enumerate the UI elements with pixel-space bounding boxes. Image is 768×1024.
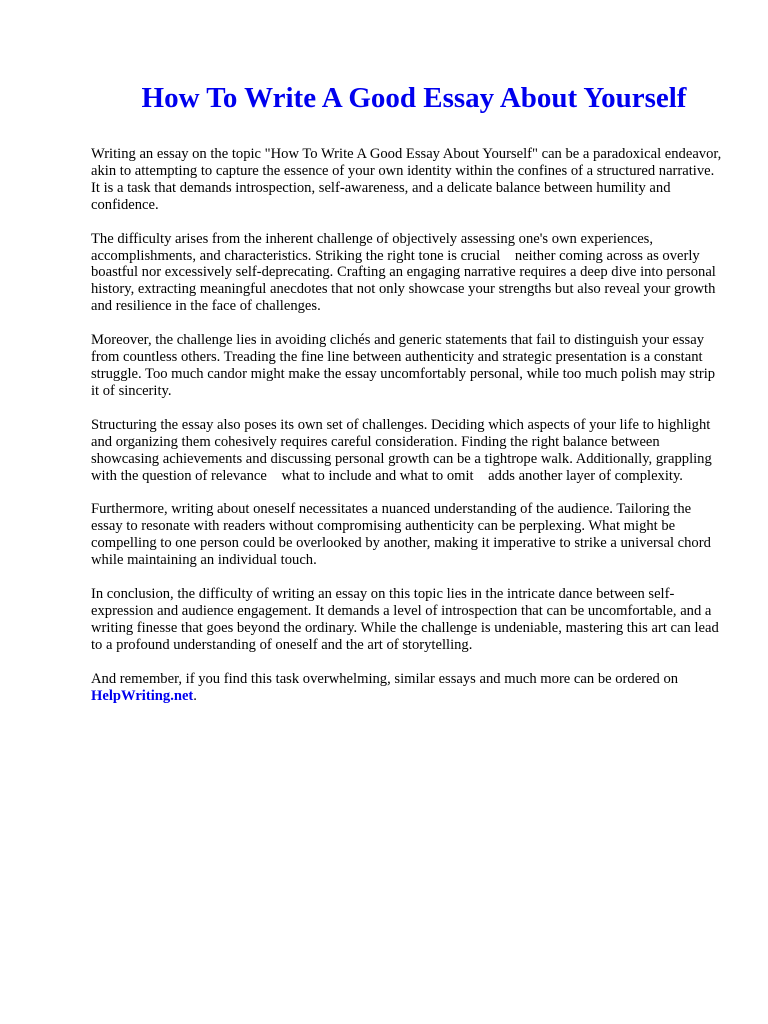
essay-body	[91, 146, 723, 721]
page-title: How To Write A Good Essay About Yourself	[141, 82, 687, 114]
paragraph-3: Moreover, the challenge lies in avoiding clichés and generic statements that fail to distinguish your essay from countless others. Treading the fine line between authenticity and strategic presentation is a constant struggle. Too much candor might make the essay uncomfortably personal, while too much polish may strip it of sincerity.	[91, 332, 716, 399]
paragraph-5: Furthermore, writing about oneself necessitates a nuanced understanding of the audience. Tailoring the essay to resonate with readers without compromising authenticity can be perplexing. What might be compelling to one person could be overlooked by another, making it imperative to strike a universal chord while maintaining an individual touch.	[91, 501, 711, 569]
paragraph-1: Writing an essay on the topic "How To Write A Good Essay About Yourself" can be a paradoxical endeavor, akin to attempting to capture the essence of your own identity within the confines of a structured narrative. It is a task that demands introspection, self-awareness, and a delicate balance between humility and confidence.	[91, 146, 722, 213]
paragraph-6: In conclusion, the difficulty of writing an essay on this topic lies in the intricate dance between self-expression and audience engagement. It demands a level of introspection that can be uncomfortable, and a writing finesse that goes beyond the ordinary. While the challenge is undeniable, mastering this art can lead to a profound understanding of oneself and the art of storytelling.	[91, 586, 719, 653]
paragraph-2: The difficulty arises from the inherent challenge of objectively assessing one's own experiences, accomplishments, and characteristics. Striking the right tone is crucial neither coming across as overly boastful nor excessively self-deprecating. Crafting an engaging narrative requires a deep dive into personal history, extracting meaningful anecdotes that not only showcase your strengths but also reveal your growth and resilience in the face of challenges.	[91, 230, 720, 315]
closing-paragraph	[91, 671, 723, 705]
closing-text: And remember, if you find this task overwhelming, similar essays and much more can be ordered on	[91, 670, 679, 687]
helpwriting-link[interactable]: HelpWriting.net	[91, 687, 194, 704]
closing-period: .	[193, 687, 197, 704]
paragraph-4: Structuring the essay also poses its own set of challenges. Deciding which aspects of your life to highlight and organizing them cohesively requires careful consideration. Finding the right balance between showcasing achievements and discussing personal growth can be a tightrope walk. Additionally, grappling with the question of relevance what to include and what to omit adds another layer of complexity.	[91, 416, 716, 484]
